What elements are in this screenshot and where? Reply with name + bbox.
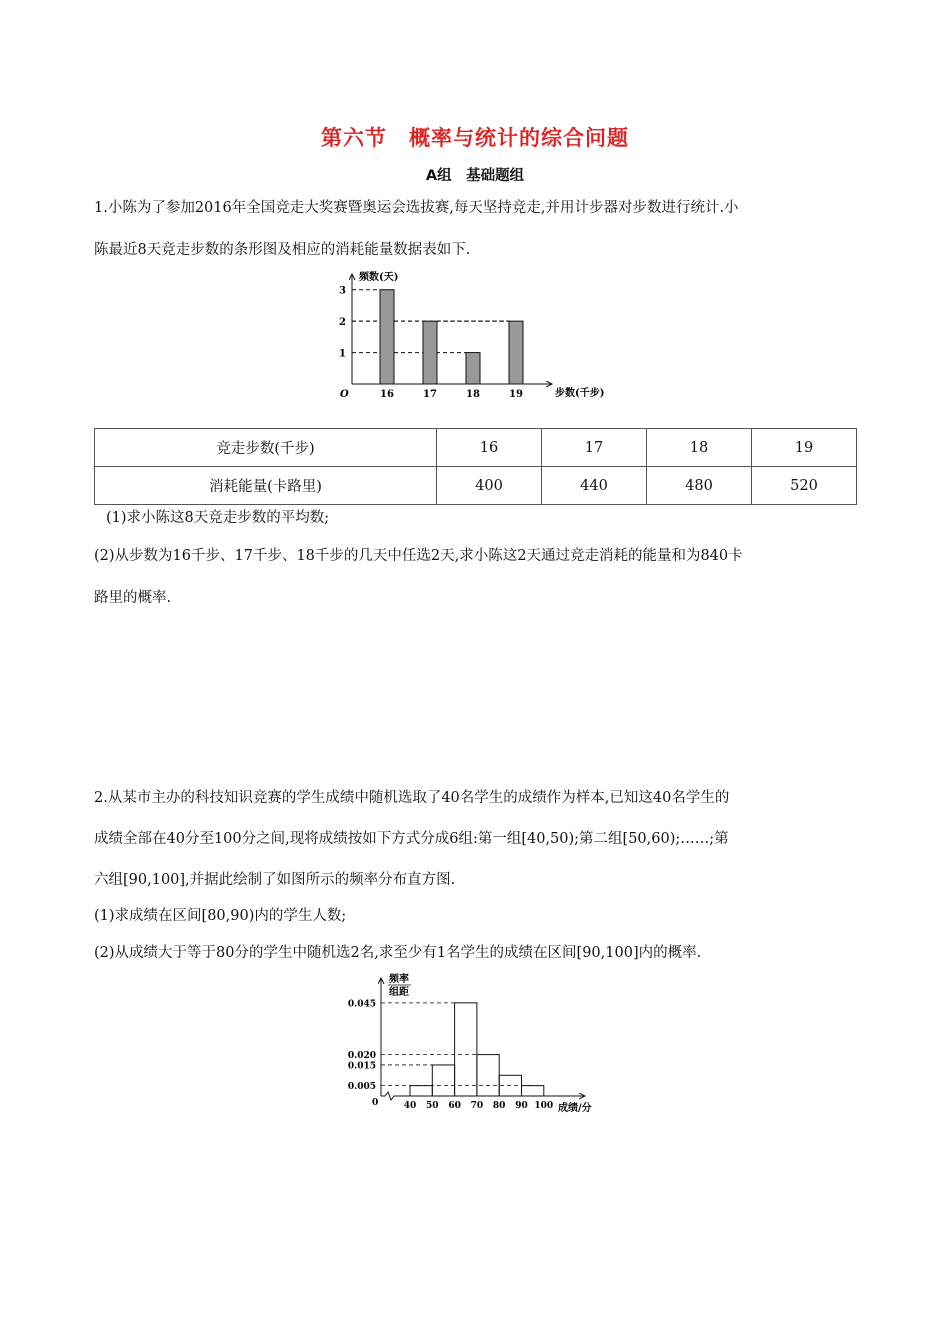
- histogram-bar: [432, 1065, 454, 1096]
- origin-label: O: [340, 389, 349, 400]
- y-tick-label: 3: [339, 285, 346, 297]
- x-axis-label: 成绩/分: [558, 1103, 592, 1114]
- y-tick-label: 0.015: [347, 1061, 376, 1072]
- table-cell: 16: [437, 429, 542, 467]
- y-tick-label: 0.045: [347, 999, 376, 1010]
- table-cell: 19: [752, 429, 857, 467]
- q1-sub2-line1: (2)从步数为16千步、17千步、18千步的几天中任选2天,求小陈这2天通过竞走消耗的能量和为840卡: [94, 548, 743, 564]
- q2-line2: 成绩全部在40分至100分之间,现将成绩按如下方式分成6组:第一组[40,50);第二组[50,60);……;第: [94, 831, 729, 847]
- q2-sub1: (1)求成绩在区间[80,90)内的学生人数;: [94, 908, 347, 924]
- q1-sub2-line2: 路里的概率.: [94, 590, 172, 606]
- score-histogram: [345, 970, 615, 1116]
- table-cell: 18: [647, 429, 752, 467]
- table-row: [95, 467, 857, 505]
- table-row: [95, 429, 857, 467]
- y-tick-label: 2: [339, 317, 346, 329]
- y-tick-label: 0.005: [347, 1082, 376, 1093]
- row2-header: 消耗能量(卡路里): [95, 467, 437, 505]
- bar-17: [423, 321, 437, 384]
- q2-sub2: (2)从成绩大于等于80分的学生中随机选2名,求至少有1名学生的成绩在区间[90,100]内的概率.: [94, 945, 702, 961]
- q2-line3: 六组[90,100],并据此绘制了如图所示的频率分布直方图.: [94, 872, 456, 888]
- table-cell: 440: [542, 467, 647, 505]
- histogram-bar: [455, 1003, 477, 1096]
- q2-line1: 2.从某市主办的科技知识竞赛的学生成绩中随机选取了40名学生的成绩作为样本,已知这40名学生的: [94, 790, 730, 806]
- x-tick-label: 70: [470, 1101, 484, 1111]
- bar-16: [380, 290, 394, 384]
- x-tick-label: 16: [380, 389, 394, 400]
- section-title: 第六节 概率与统计的综合问题: [321, 126, 629, 150]
- origin-label: 0: [372, 1098, 379, 1108]
- histogram-bar: [410, 1086, 432, 1096]
- y-label-top: 频率: [389, 974, 409, 985]
- histogram-bar: [522, 1086, 544, 1096]
- steps-bar-chart: [330, 266, 630, 406]
- bar-19: [509, 321, 523, 384]
- x-tick-label: 40: [403, 1101, 417, 1111]
- x-tick-label: 90: [515, 1101, 528, 1111]
- q1-line1: 1.小陈为了参加2016年全国竞走大奖赛暨奥运会选拔赛,每天坚持竞走,并用计步器对步数进行统计.小: [94, 200, 739, 216]
- y-tick-label: 1: [339, 348, 346, 360]
- q1-sub1: (1)求小陈这8天竞走步数的平均数;: [106, 510, 330, 526]
- group-title: A组 基础题组: [425, 168, 525, 184]
- energy-table: [94, 428, 857, 505]
- x-tick-label: 18: [466, 389, 480, 400]
- x-tick-label: 17: [423, 389, 437, 400]
- table-cell: 17: [542, 429, 647, 467]
- row1-header: 竞走步数(千步): [95, 429, 437, 467]
- x-tick-label: 60: [448, 1101, 461, 1111]
- y-label-bottom: 组距: [389, 987, 409, 998]
- table-cell: 520: [752, 467, 857, 505]
- bar-18: [466, 353, 480, 384]
- table-cell: 480: [647, 467, 752, 505]
- table-cell: 400: [437, 467, 542, 505]
- y-axis-label: 频数(天): [359, 272, 399, 283]
- x-tick-label: 80: [492, 1101, 506, 1111]
- x-tick-label: 100: [534, 1101, 554, 1111]
- q1-line2: 陈最近8天竞走步数的条形图及相应的消耗能量数据表如下.: [94, 242, 471, 258]
- histogram-bar: [477, 1055, 499, 1096]
- x-tick-label: 50: [426, 1101, 439, 1111]
- x-axis-label: 步数(千步): [555, 388, 605, 399]
- x-tick-label: 19: [509, 389, 523, 400]
- y-tick-label: 0.020: [347, 1051, 376, 1062]
